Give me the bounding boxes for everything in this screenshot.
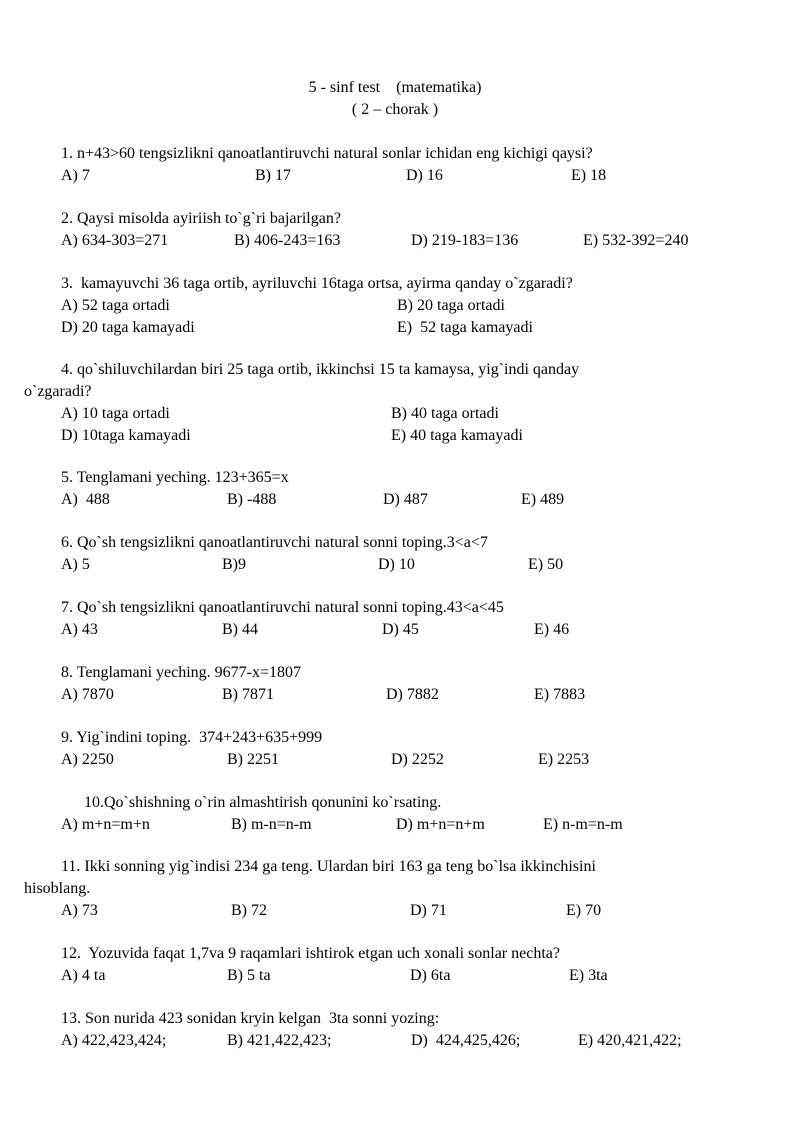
option-a: A) 73 [61,902,98,919]
option-e: E) 420,421,422; [578,1032,682,1049]
option-d: D) 424,425,426; [411,1032,521,1049]
option-b: B) m-n=n-m [231,816,312,833]
option-a: A) 43 [61,621,98,638]
option-a: A) 2250 [61,751,114,768]
option-b: B) 7871 [222,686,274,703]
option-a: A) m+n=m+n [61,816,150,833]
page-subtitle: ( 2 – chorak ) [351,101,439,118]
option-b: B)9 [222,556,246,573]
option-a: A) 634-303=271 [61,232,169,249]
question-text: 6. Qo`sh tengsizlikni qanoatlantiruvchi natural sonni toping.3<a<7 [61,534,488,551]
option-e: E) 70 [566,902,602,919]
option-d: D) 2252 [391,751,444,768]
question-text: 8. Tenglamani yeching. 9677-x=1807 [61,664,302,681]
option-b: B) 40 taga ortadi [391,405,499,422]
option-b: B) 17 [255,167,291,184]
option-e: E) 2253 [538,751,590,768]
option-a: A) 52 taga ortadi [61,297,170,314]
question-text-continued: hisoblang. [24,880,91,897]
page-title: 5 - sinf test (matematika) [308,79,482,96]
option-d: D) m+n=n+m [396,816,485,833]
option-d: D) 71 [410,902,447,919]
option-d: D) 20 taga kamayadi [61,319,195,336]
question-text: 7. Qo`sh tengsizlikni qanoatlantiruvchi natural sonni toping.43<a<45 [61,599,504,616]
question-text: 11. Ikki sonning yig`indisi 234 ga teng. Ulardan biri 163 ga teng bo`lsa ikkinchisini [61,858,596,875]
option-b: B) 2251 [227,751,279,768]
question-text: 3. kamayuvchi 36 taga ortib, ayriluvchi 16taga ortsa, ayirma qanday o`zgaradi? [61,275,573,292]
option-e: E) 18 [571,167,607,184]
option-e: E) 532-392=240 [583,232,689,249]
question-text: 13. Son nurida 423 sonidan kryin kelgan 3ta sonni yozing: [61,1010,440,1027]
option-d: D) 7882 [386,686,439,703]
option-a: A) 10 taga ortadi [61,405,170,422]
option-a: A) 7 [61,167,90,184]
question-text: 9. Yig`indini toping. 374+243+635+999 [61,729,323,746]
option-a: A) 4 ta [61,967,106,984]
option-d: D) 10 [378,556,415,573]
question-text: 2. Qaysi misolda ayiriish to`g`ri bajarilgan? [61,210,341,227]
option-e: E) 3ta [569,967,608,984]
option-d: D) 16 [406,167,443,184]
option-b: B) 5 ta [227,967,271,984]
option-d: D) 487 [383,491,428,508]
question-text: 10.Qo`shishning o`rin almashtirish qonunini ko`rsating. [84,794,442,811]
option-d: D) 45 [382,621,419,638]
option-e: E) n-m=n-m [543,816,623,833]
option-e: E) 46 [534,621,570,638]
option-a: A) 7870 [61,686,114,703]
option-a: A) 488 [61,491,110,508]
option-e: E) 40 taga kamayadi [391,427,523,444]
question-text: 12. Yozuvida faqat 1,7va 9 raqamlari ishtirok etgan uch xonali sonlar nechta? [61,945,560,962]
option-a: A) 422,423,424; [61,1032,167,1049]
question-text: 5. Tenglamani yeching. 123+365=x [61,469,289,486]
question-text: 1. n+43>60 tengsizlikni qanoatlantiruvchi natural sonlar ichidan eng kichigi qaysi? [61,145,593,162]
question-text: 4. qo`shiluvchilardan biri 25 taga ortib, ikkinchsi 15 ta kamaysa, yig`indi qanday [61,361,580,378]
option-b: B) 72 [231,902,267,919]
option-b: B) 44 [222,621,258,638]
question-text-continued: o`zgaradi? [24,383,92,400]
option-e: E) 7883 [534,686,586,703]
option-d: D) 219-183=136 [411,232,519,249]
option-a: A) 5 [61,556,90,573]
option-b: B) 20 taga ortadi [397,297,505,314]
option-d: D) 6ta [410,967,451,984]
option-e: E) 50 [528,556,564,573]
option-b: B) 406-243=163 [234,232,341,249]
option-b: B) 421,422,423; [227,1032,332,1049]
option-e: E) 489 [521,491,565,508]
option-e: E) 52 taga kamayadi [397,319,533,336]
option-b: B) -488 [227,491,277,508]
option-d: D) 10taga kamayadi [61,427,191,444]
